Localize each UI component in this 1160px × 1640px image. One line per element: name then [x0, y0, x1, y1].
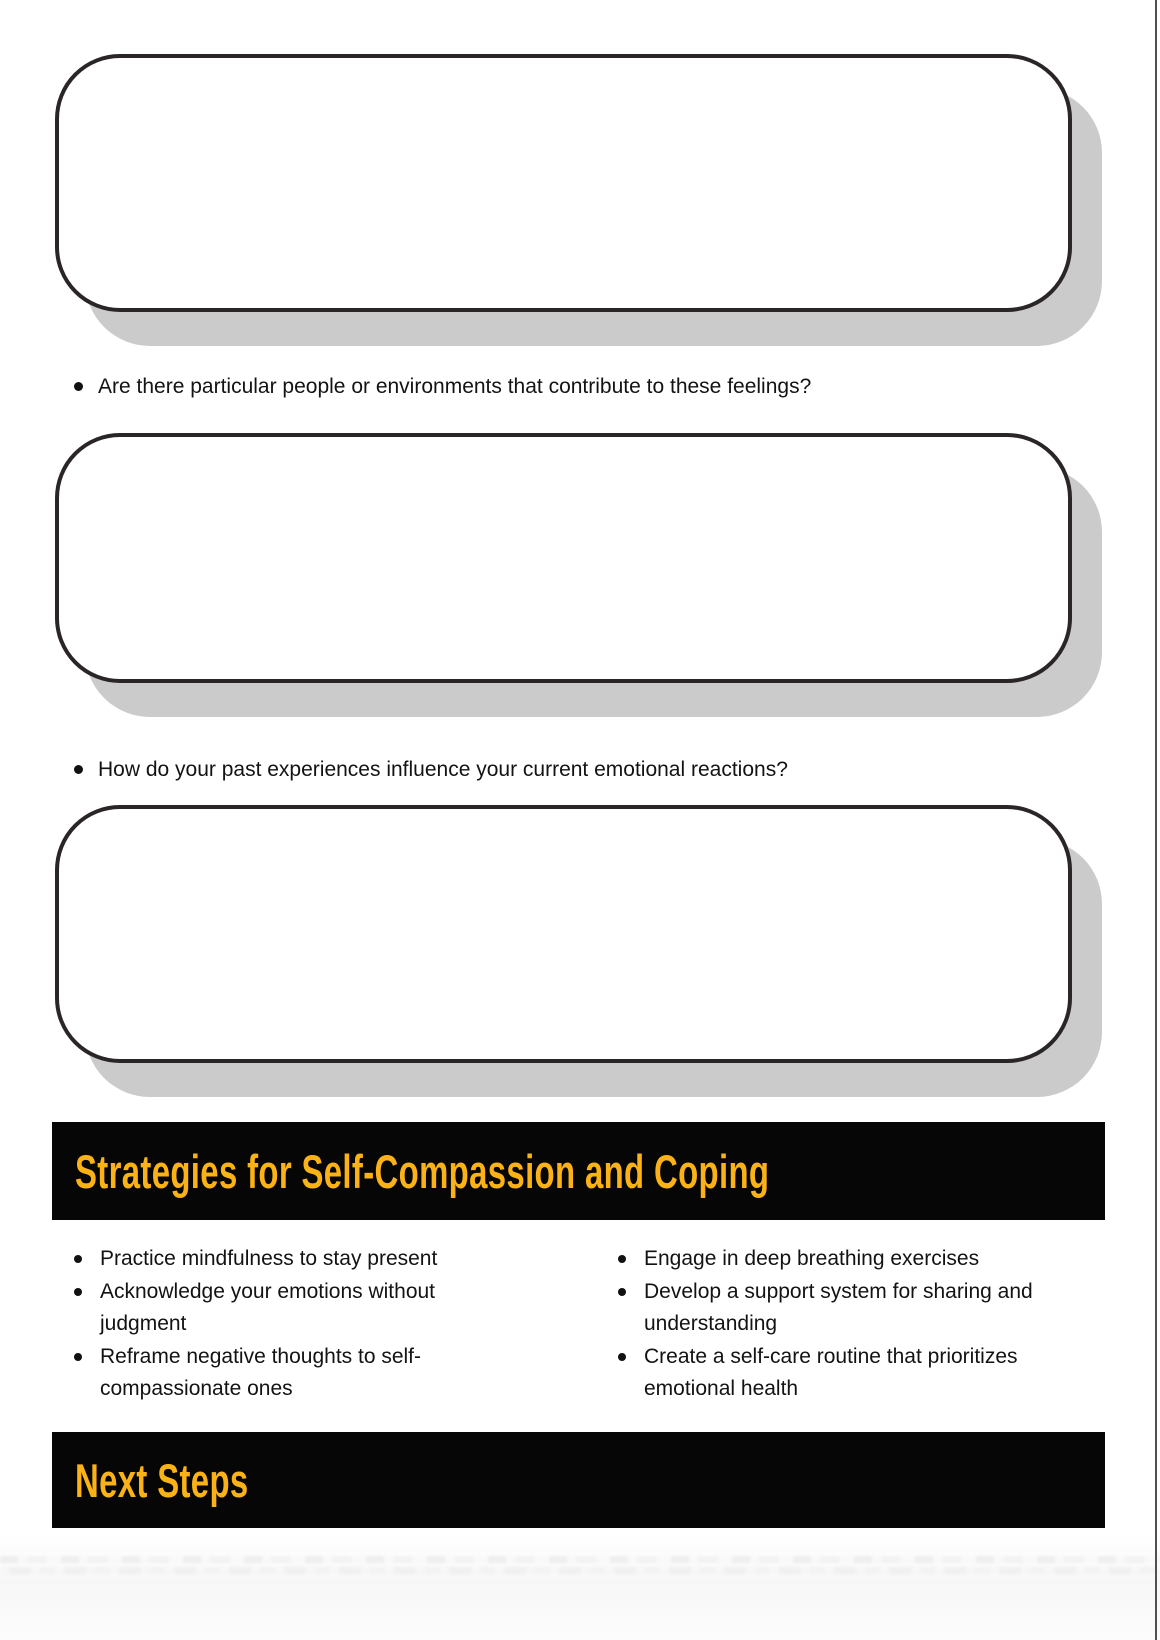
list-item-text: Reframe negative thoughts to self-compassionate ones: [100, 1344, 422, 1400]
list-item-text: Create a self-care routine that prioritizes emotional health: [644, 1344, 1018, 1400]
question-line-1: [72, 374, 1072, 400]
list-item-text: Practice mindfulness to stay present: [100, 1247, 438, 1270]
page-edge-line: [1155, 0, 1157, 1640]
question-text: Are there particular people or environments that contribute to these feelings?: [98, 375, 812, 398]
list-item-text: Acknowledge your emotions without judgment: [100, 1279, 436, 1335]
section-banner-next-steps: [52, 1432, 1105, 1528]
list-item: [72, 1341, 480, 1406]
answer-box-2: [55, 433, 1072, 683]
section-title-next-steps: Next Steps: [75, 1453, 249, 1507]
section-title-strategies: Strategies for Self-Compassion and Coping: [75, 1144, 770, 1198]
answer-box-3: [55, 805, 1072, 1063]
section-banner-strategies: [52, 1122, 1105, 1220]
question-text: How do your past experiences influence your current emotional reactions?: [98, 758, 788, 781]
paper-texture: [0, 1567, 1160, 1574]
bullet-icon: [74, 1255, 82, 1263]
bullet-icon: [618, 1288, 626, 1296]
bullet-icon: [618, 1255, 626, 1263]
paper-texture: [0, 1556, 1160, 1563]
list-item: [616, 1341, 1052, 1406]
list-item-text: Develop a support system for sharing and understanding: [644, 1279, 1033, 1335]
bullet-icon: [618, 1353, 626, 1361]
bullet-icon: [74, 1288, 82, 1296]
strategies-list-right: [616, 1243, 1052, 1406]
list-item: [616, 1276, 1052, 1341]
question-line-2: [72, 757, 1072, 783]
list-item-text: Engage in deep breathing exercises: [644, 1247, 980, 1270]
answer-box-1: [55, 54, 1072, 312]
list-item: [616, 1243, 1052, 1276]
bullet-icon: [74, 382, 83, 391]
bullet-icon: [74, 765, 83, 774]
bottom-fade: [0, 1532, 1160, 1640]
list-item: [72, 1243, 480, 1276]
bullet-icon: [74, 1353, 82, 1361]
list-item: [72, 1276, 480, 1341]
strategies-list-left: [72, 1243, 480, 1406]
